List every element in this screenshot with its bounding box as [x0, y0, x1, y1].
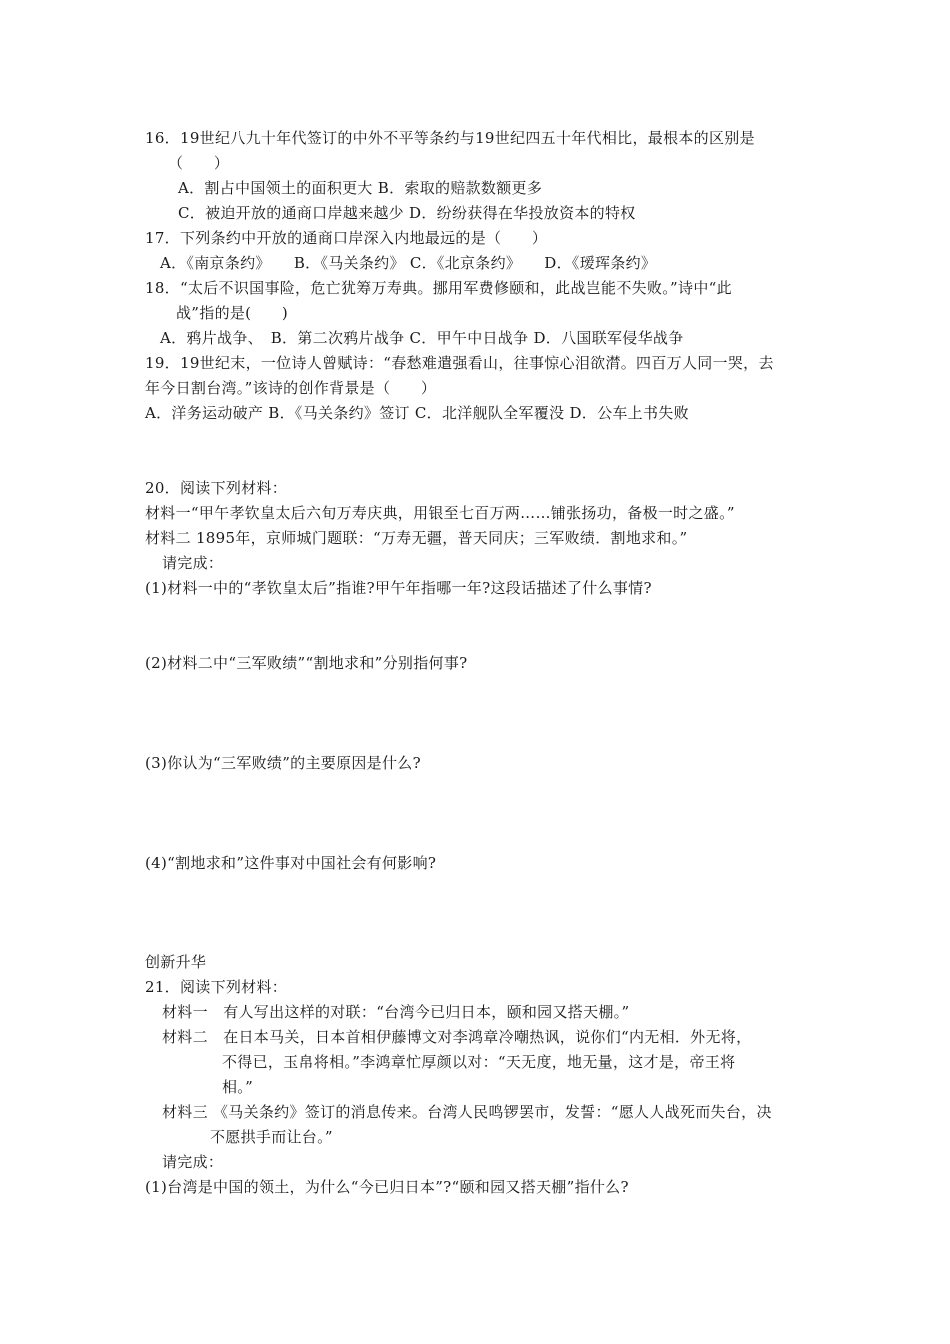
q16-options-cd: C．被迫开放的通商口岸越来越少 D．纷纷获得在华投放资本的特权: [178, 204, 636, 222]
q21-prompt: 请完成：: [162, 1153, 224, 1171]
q21-stem: 21．阅读下列材料：: [145, 978, 288, 996]
q17-options: A．《南京条约》 B．《马关条约》 C．《北京条约》 D．《瑷珲条约》: [160, 254, 657, 272]
q20-sub-1: (1)材料一中的“孝钦皇太后”指谁?甲午年指哪一年?这段话描述了什么事情?: [145, 579, 652, 597]
q20-material-2: 材料二 1895年，京师城门题联：“万寿无疆，普天同庆；三军败绩．割地求和。”: [145, 529, 688, 547]
q16-bracket: （ ）: [168, 154, 230, 172]
q21-material-2-end: 相。”: [222, 1078, 254, 1096]
q21-material-1: 材料一 有人写出这样的对联：“台湾今已归日本，颐和园又搭天棚。”: [162, 1003, 630, 1021]
q18-stem-cont: 战”指的是( ): [176, 304, 289, 322]
q18-options: A．鸦片战争、 B．第二次鸦片战争 C．甲午中日战争 D．八国联军侵华战争: [160, 329, 684, 347]
q21-material-3: 材料三 《马关条约》签订的消息传来。台湾人民鸣锣罢市，发誓：“愿人人战死而失台，决: [162, 1103, 772, 1121]
q20-sub-4: (4)“割地求和”这件事对中国社会有何影响?: [145, 854, 437, 872]
q19-stem: 19．19世纪末，一位诗人曾赋诗：“春愁难遣强看山，往事惊心泪欲潸。四百万人同一哭，去: [145, 354, 774, 372]
q19-stem-cont: 年今日割台湾。”该诗的创作背景是（ ）: [145, 379, 437, 397]
q21-material-3-cont: 不愿拱手而让台。”: [210, 1128, 333, 1146]
q21-material-2-cont: 不得已，玉帛将相。”李鸿章忙厚颜以对：“天无度，地无量，这才是，帝王将: [222, 1053, 736, 1071]
q20-prompt: 请完成：: [162, 554, 224, 572]
q19-options: A．洋务运动破产 B．《马关条约》签订 C．北洋舰队全军覆没 D．公车上书失败: [145, 404, 689, 422]
q21-sub-1: (1)台湾是中国的领土，为什么“今已归日本”?“颐和园又搭天棚”指什么?: [145, 1178, 629, 1196]
q16-options-ab: A．割占中国领土的面积更大 B．索取的赔款数额更多: [178, 179, 543, 197]
q20-material-1: 材料一“甲午孝钦皇太后六旬万寿庆典，用银至七百万两……铺张扬功，备极一时之盛。”: [145, 504, 735, 522]
q21-material-2: 材料二 在日本马关，日本首相伊藤博文对李鸿章冷嘲热讽，说你们“内无相．外无将，: [162, 1028, 752, 1046]
section-heading: 创新升华: [145, 953, 207, 971]
q16-stem: 16．19世纪八九十年代签订的中外不平等条约与19世纪四五十年代相比，最根本的区别是: [145, 129, 755, 147]
q20-stem: 20．阅读下列材料：: [145, 479, 288, 497]
q20-sub-2: (2)材料二中“三军败绩”“割地求和”分别指何事?: [145, 654, 468, 672]
q17-stem: 17．下列条约中开放的通商口岸深入内地最远的是（ ）: [145, 229, 548, 247]
q18-stem: 18．“太后不识国事险，危亡犹筹万寿典。挪用军费修颐和，此战岂能不失败。”诗中“此: [145, 279, 732, 297]
q20-sub-3: (3)你认为“三军败绩”的主要原因是什么?: [145, 754, 421, 772]
